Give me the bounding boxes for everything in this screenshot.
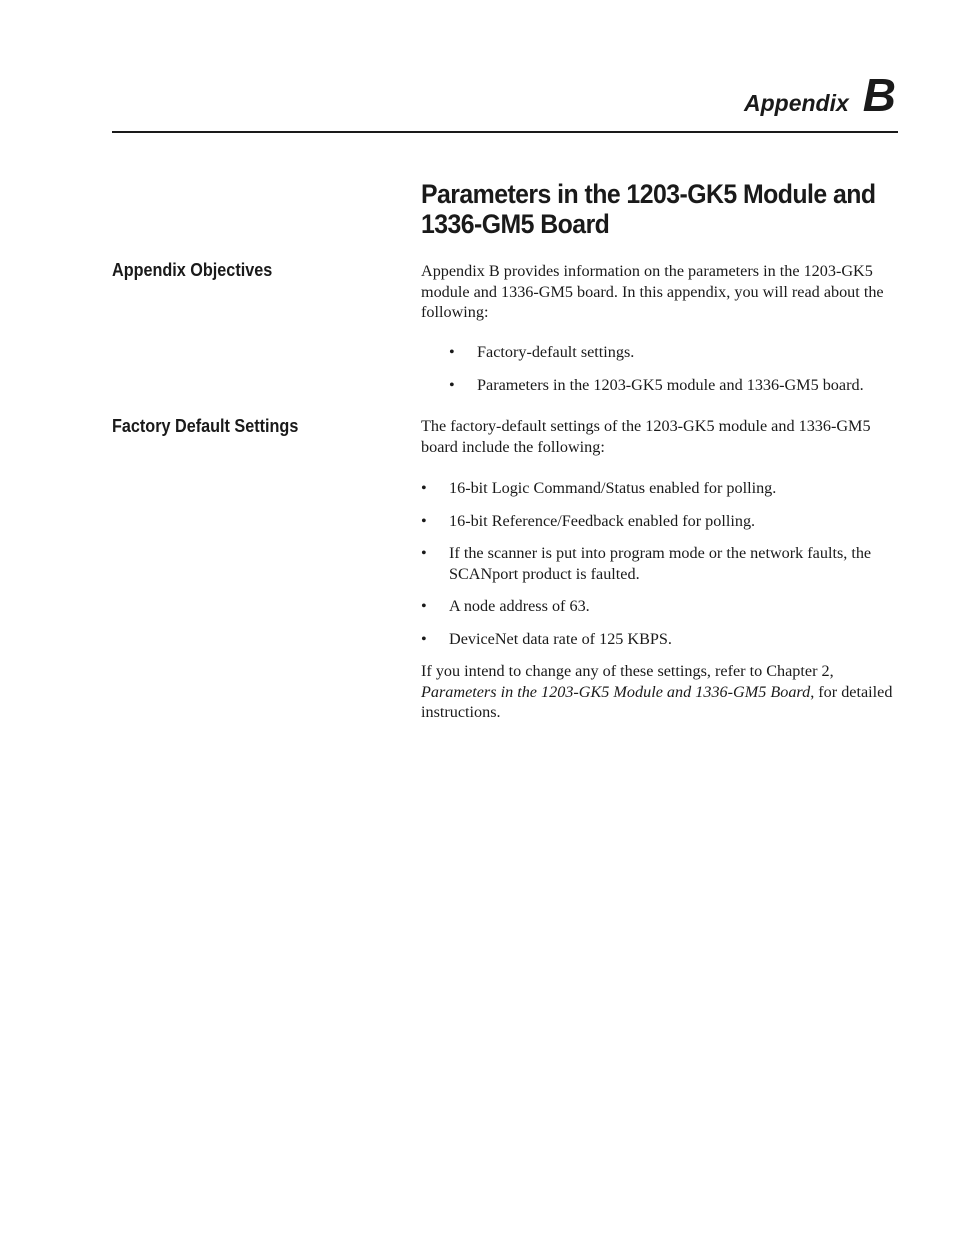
bullet-icon: • [449, 343, 455, 361]
list-item-text: DeviceNet data rate of 125 KBPS. [449, 629, 672, 648]
bullet-icon: • [421, 511, 427, 530]
bullet-icon: • [421, 544, 427, 562]
list-item-text: If the scanner is put into program mode or the network faults, the SCANport product is faulted. [449, 544, 872, 583]
factory-defaults-closing [421, 661, 899, 723]
bullet-icon: • [421, 597, 427, 615]
section-heading-objectives: Appendix Objectives [112, 260, 273, 280]
list-item [421, 342, 899, 363]
section-heading-factory-defaults: Factory Default Settings [112, 416, 299, 436]
objectives-intro: Appendix B provides information on the parameters in the 1203-GK5 module and 1336-GM5 board. In this appendix, you will read about the following: [421, 262, 884, 321]
chapter-reference: Parameters in the 1203-GK5 Module and 1336-GM5 Board [421, 682, 811, 701]
list-item [421, 478, 899, 499]
bullet-icon: • [421, 629, 427, 648]
list-item [421, 629, 899, 650]
factory-defaults-bullet-list [421, 478, 899, 649]
page-title-line-2: 1336-GM5 Board [421, 209, 610, 239]
page-title-line-1: Parameters in the 1203-GK5 Module and [421, 179, 876, 209]
factory-defaults-intro: The factory-default settings of the 1203-GK5 module and 1336-GM5 board include the following: [421, 417, 871, 456]
appendix-word: Appendix [743, 90, 849, 116]
bullet-icon: • [421, 479, 427, 497]
header-rule [112, 131, 898, 133]
list-item [421, 543, 899, 584]
objectives-bullet-list [421, 342, 899, 395]
list-item-text: Factory-default settings. [477, 343, 635, 361]
list-item [421, 375, 899, 396]
appendix-header [743, 69, 896, 121]
page-title [421, 179, 899, 239]
closing-text-before: If you intend to change any of these settings, refer to Chapter 2, [421, 662, 834, 680]
list-item-text: Parameters in the 1203-GK5 module and 1336-GM5 board. [477, 375, 864, 394]
list-item-text: 16-bit Reference/Feedback enabled for polling. [449, 511, 756, 530]
appendix-letter: B [862, 69, 896, 121]
list-item [421, 511, 899, 532]
list-item [421, 596, 899, 617]
closing-text-after: , for detailed instructions. [421, 682, 893, 721]
list-item-text: 16-bit Logic Command/Status enabled for polling. [449, 479, 777, 497]
list-item-text: A node address of 63. [449, 597, 590, 615]
bullet-icon: • [449, 375, 455, 394]
